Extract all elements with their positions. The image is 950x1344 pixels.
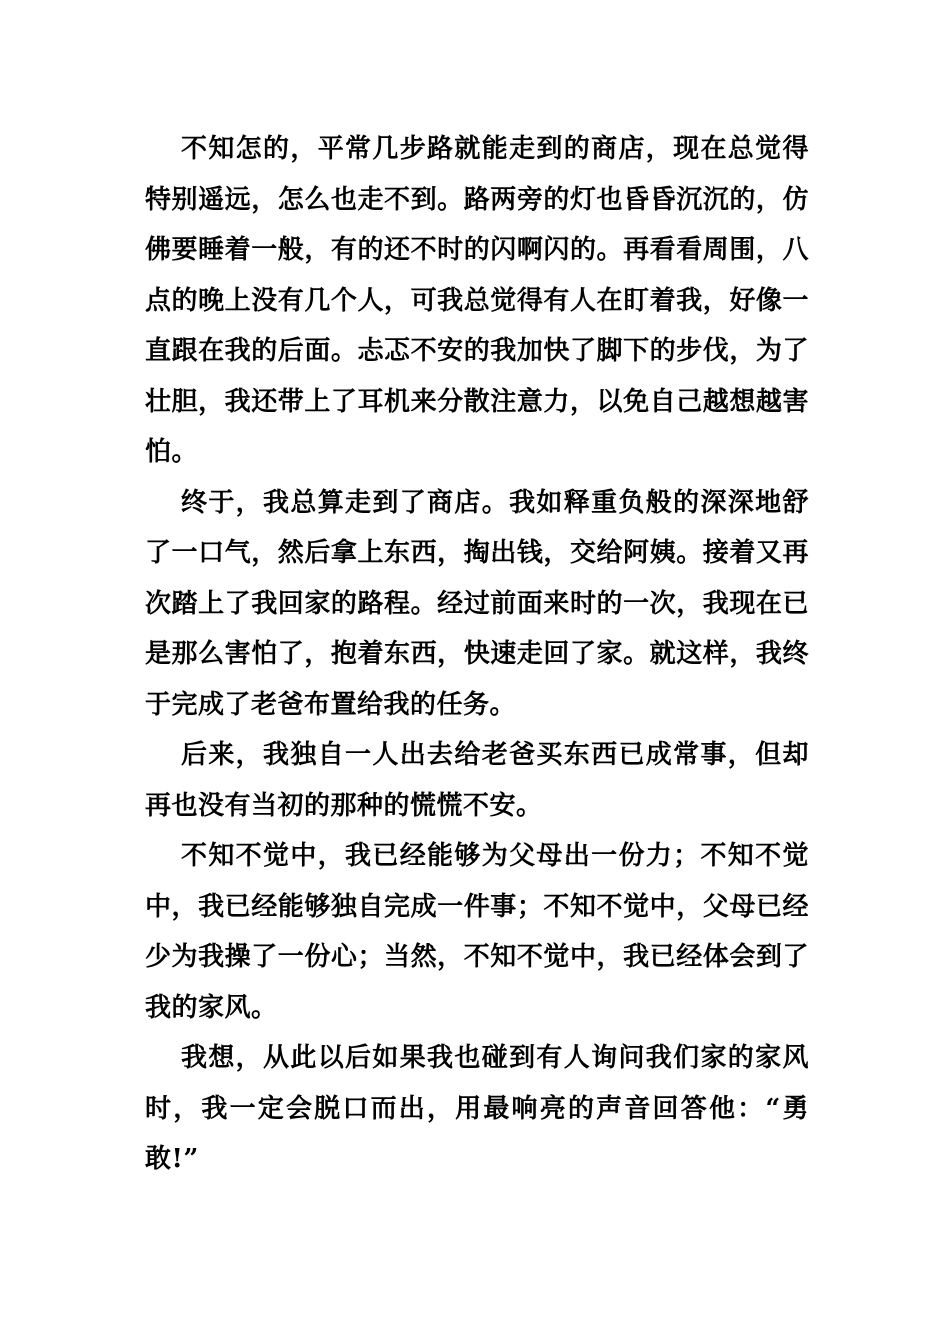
- paragraph-2: 终于，我总算走到了商店。我如释重负般的深深地舒了一口气，然后拿上东西，掏出钱，交给阿姨。接着又再次踏上了我回家的路程。经过前面来时的一次，我现在已是那么害怕了，抱着东西，快速走回了家。就这样，我终于完成了老爸布置给我的任务。: [145, 487, 809, 720]
- document-body: [145, 124, 809, 1185]
- paragraph-1: 不知怎的，平常几步路就能走到的商店，现在总觉得特别遥远，怎么也走不到。路两旁的灯也昏昏沉沉的，仿佛要睡着一般，有的还不时的闪啊闪的。再看看周围，八点的晚上没有几个人，可我总觉得有人在盯着我，好像一直跟在我的后面。忐忑不安的我加快了脚下的步伐，为了壮胆，我还带上了耳机来分散注意力，以免自己越想越害怕。: [145, 134, 809, 467]
- paragraph-5: 我想，从此以后如果我也碰到有人询问我们家的家风时，我一定会脱口而出，用最响亮的声音回答他：“勇敢!”: [145, 1043, 809, 1174]
- paragraph-4: 不知不觉中，我已经能够为父母出一份力；不知不觉中，我已经能够独自完成一件事；不知不觉中，父母已经少为我操了一份心；当然，不知不觉中，我已经体会到了我的家风。: [145, 841, 809, 1023]
- paragraph-3: 后来，我独自一人出去给老爸买东西已成常事，但却再也没有当初的那种的慌慌不安。: [145, 740, 809, 821]
